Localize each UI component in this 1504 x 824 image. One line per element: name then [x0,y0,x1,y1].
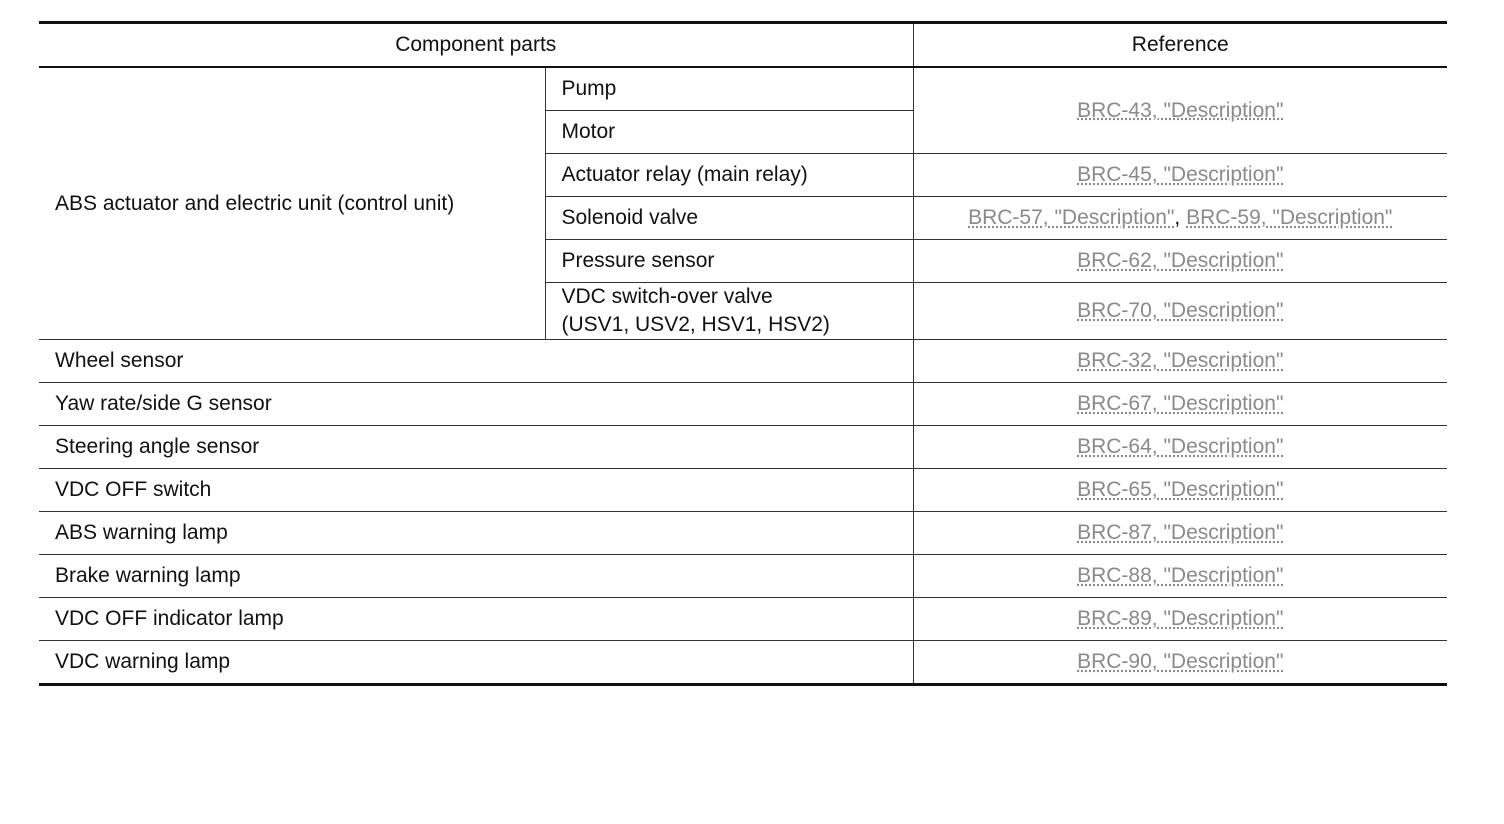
part-vdc-switch-over-valve [545,283,913,340]
ref-link[interactable]: BRC-89, "Description" [1077,607,1284,630]
component-name: VDC OFF indicator lamp [39,598,913,641]
part-actuator-relay: Actuator relay (main relay) [545,154,913,197]
table-row [39,67,1447,111]
table-row [39,641,1447,685]
table-row [39,426,1447,469]
header-reference: Reference [913,23,1447,68]
header-component-parts: Component parts [39,23,913,68]
ref-cell [913,512,1447,555]
table-row [39,598,1447,641]
ref-link[interactable]: BRC-87, "Description" [1077,521,1284,544]
ref-cell [913,555,1447,598]
component-name: Brake warning lamp [39,555,913,598]
table-row [39,512,1447,555]
part-pressure-sensor: Pressure sensor [545,240,913,283]
ref-link-solenoid-a[interactable]: BRC-57, "Description" [968,206,1175,229]
table-row [39,469,1447,512]
ref-link[interactable]: BRC-90, "Description" [1077,650,1284,673]
component-name: ABS warning lamp [39,512,913,555]
ref-link[interactable]: BRC-65, "Description" [1077,478,1284,501]
table-row [39,340,1447,383]
component-name: VDC OFF switch [39,469,913,512]
component-name: Yaw rate/side G sensor [39,383,913,426]
component-parts-table [39,21,1447,686]
ref-link-vdc-valve[interactable]: BRC-70, "Description" [1077,299,1284,322]
part-pump: Pump [545,67,913,111]
ref-link-solenoid-b[interactable]: BRC-59, "Description" [1186,206,1393,229]
ref-cell [913,340,1447,383]
ref-cell [913,283,1447,340]
ref-link[interactable]: BRC-88, "Description" [1077,564,1284,587]
ref-cell [913,641,1447,685]
ref-cell [913,240,1447,283]
ref-link-pump-motor[interactable]: BRC-43, "Description" [1077,98,1284,122]
part-name-line1: VDC switch-over valve [561,285,773,308]
ref-cell [913,383,1447,426]
part-motor: Motor [545,111,913,154]
table-row [39,383,1447,426]
ref-link-pressure[interactable]: BRC-62, "Description" [1077,249,1284,272]
ref-link[interactable]: BRC-67, "Description" [1077,392,1284,415]
part-solenoid-valve: Solenoid valve [545,197,913,240]
part-name-line2: (USV1, USV2, HSV1, HSV2) [561,313,830,336]
ref-cell [913,154,1447,197]
ref-link-relay[interactable]: BRC-45, "Description" [1077,163,1284,186]
table-row [39,555,1447,598]
ref-cell [913,598,1447,641]
ref-cell [913,197,1447,240]
table-header-row [39,23,1447,68]
ref-cell [913,426,1447,469]
abs-unit-label: ABS actuator and electric unit (control unit) [39,67,545,340]
ref-link[interactable]: BRC-32, "Description" [1077,349,1284,372]
ref-cell [913,67,1447,154]
component-name: Steering angle sensor [39,426,913,469]
component-name: VDC warning lamp [39,641,913,685]
component-name: Wheel sensor [39,340,913,383]
ref-cell [913,469,1447,512]
ref-separator: , [1174,206,1187,229]
ref-link[interactable]: BRC-64, "Description" [1077,435,1284,458]
